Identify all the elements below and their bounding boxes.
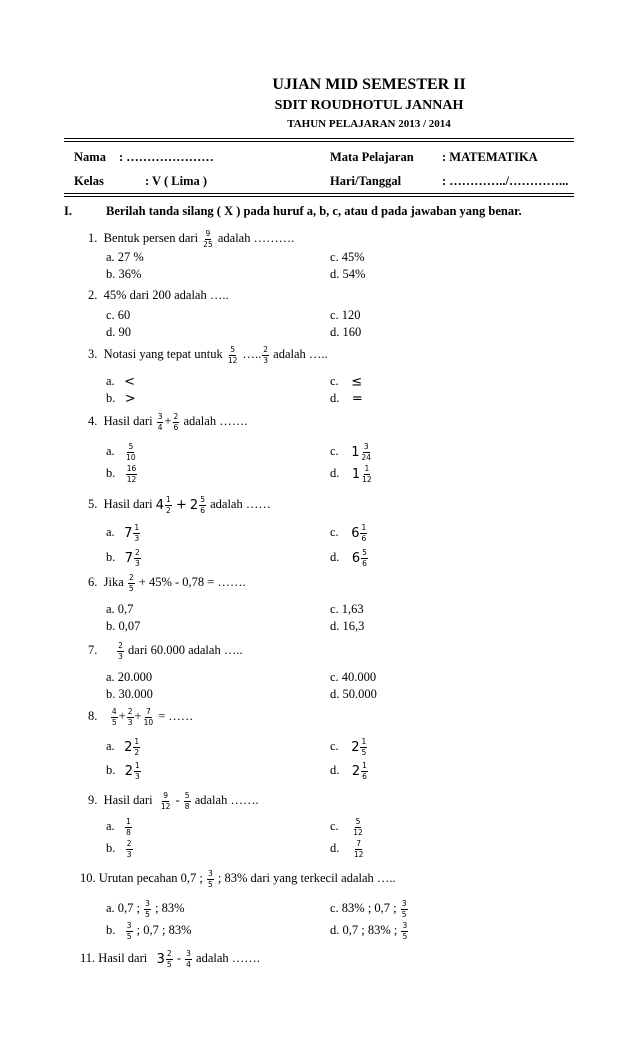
- option-b[interactable]: b. 2 $\frac{1}{3}$: [106, 761, 140, 781]
- fraction: $\frac{2}{3}$: [127, 707, 133, 727]
- section-instruction: Berilah tanda silang ( X ) pada huruf a, b, c, atau d pada jawaban yang benar.: [106, 204, 522, 218]
- option-a[interactable]: a. $\frac{5}{10}$: [106, 442, 136, 462]
- fraction: $\frac{2}{3}$: [118, 641, 123, 661]
- option-c[interactable]: c. 45%: [330, 250, 365, 264]
- option-c[interactable]: c. ≤: [330, 374, 363, 390]
- fraction: $\frac{3}{5}$: [208, 869, 213, 889]
- question-5: [88, 496, 271, 514]
- option-d[interactable]: d. 6 $\frac{5}{6}$: [330, 548, 367, 568]
- option-b[interactable]: b. $\frac{16}{12}$: [106, 464, 137, 484]
- option-d[interactable]: d. 160: [330, 325, 362, 339]
- question-8: [88, 708, 193, 726]
- option-b[interactable]: b. $\frac{2}{3}$: [106, 839, 132, 859]
- header-divider-top-thin: [64, 141, 574, 142]
- question-3: [88, 346, 328, 364]
- question-text-end: ; 83% dari yang terkecil adalah …..: [217, 870, 396, 885]
- fraction: $\frac{9}{12}$: [160, 791, 171, 811]
- option-b[interactable]: b. >: [106, 391, 136, 407]
- question-number: 8.: [88, 708, 98, 723]
- question-text-end: adalah …….: [196, 950, 260, 965]
- operator: -: [175, 792, 180, 807]
- operator: +: [164, 413, 172, 428]
- question-text-end: adalah …….: [194, 792, 259, 807]
- mapel-value: : MATEMATIKA: [442, 150, 538, 164]
- option-c[interactable]: c. 6 $\frac{1}{6}$: [330, 523, 367, 543]
- option-a[interactable]: a. 20.000: [106, 670, 153, 684]
- mixed-number: 2 $\frac{5}{6}$: [189, 495, 205, 515]
- question-text-end: = ……: [158, 708, 194, 723]
- kelas-value: : V ( Lima ): [145, 174, 208, 188]
- fraction: $\frac{2}{6}$: [173, 412, 179, 432]
- question-number: 3.: [88, 346, 98, 361]
- mixed-number: 3 $\frac{2}{5}$: [156, 949, 172, 969]
- question-9: [88, 792, 259, 810]
- header-divider-top: [64, 138, 574, 139]
- option-c[interactable]: c. 83% ; 0,7 ; $\frac{3}{5}$: [330, 899, 407, 919]
- fraction: $\frac{2}{3}$: [263, 345, 269, 365]
- question-number: 1.: [88, 230, 98, 245]
- question-text: Hasil dari: [98, 950, 148, 965]
- question-number: 4.: [88, 413, 98, 428]
- option-b[interactable]: b. 0,07: [106, 619, 141, 633]
- question-7: [88, 642, 243, 660]
- fraction: $\frac{3}{4}$: [186, 949, 191, 969]
- option-a[interactable]: a. $\frac{1}{8}$: [106, 817, 131, 837]
- section-number: I.: [64, 204, 72, 218]
- operator: +: [134, 708, 142, 723]
- option-c[interactable]: c. $\frac{5}{12}$: [330, 817, 363, 837]
- option-c[interactable]: c. 40.000: [330, 670, 377, 684]
- option-b[interactable]: b. 7 $\frac{2}{3}$: [106, 548, 140, 568]
- header-divider-bottom-thin: [64, 196, 574, 197]
- option-a[interactable]: a. 0,7 ; $\frac{3}{5}$ ; 83%: [106, 899, 185, 919]
- question-text: Notasi yang tepat untuk: [103, 346, 223, 361]
- option-c[interactable]: c. 1,63: [330, 602, 364, 616]
- question-6: [88, 574, 246, 592]
- hari-label: Hari/Tanggal: [330, 174, 402, 188]
- question-number: 2.: [88, 288, 98, 302]
- question-text: Bentuk persen dari: [103, 230, 199, 245]
- question-text: Hasil dari: [103, 792, 153, 807]
- question-text: Jika: [103, 574, 124, 589]
- option-d[interactable]: d. 2 $\frac{1}{6}$: [330, 761, 367, 781]
- option-a[interactable]: a. 27 %: [106, 250, 144, 264]
- question-number: 9.: [88, 792, 98, 807]
- question-4: [88, 413, 247, 431]
- question-text: Hasil dari: [103, 496, 153, 511]
- option-a[interactable]: a. 7 $\frac{1}{3}$: [106, 523, 140, 543]
- question-text-end: + 45% - 0,78 = …….: [138, 574, 246, 589]
- header-divider-bottom: [64, 193, 574, 194]
- fraction: $\frac{9}{25}$: [203, 229, 213, 249]
- option-b[interactable]: b. 36%: [106, 267, 142, 281]
- option-d[interactable]: d. 1 $\frac{1}{12}$: [330, 464, 372, 484]
- question-text: dari 60.000 adalah …..: [128, 642, 243, 657]
- fraction: $\frac{7}{10}$: [143, 707, 154, 727]
- question-text-end: adalah ……: [210, 496, 271, 511]
- fraction: $\frac{2}{5}$: [128, 573, 134, 593]
- question-text-end: adalah …….: [183, 413, 248, 428]
- option-b[interactable]: d. 90: [106, 325, 131, 339]
- question-text: Hasil dari: [103, 413, 153, 428]
- question-2: [88, 288, 229, 303]
- kelas-label: Kelas: [74, 174, 104, 188]
- option-d[interactable]: d. =: [330, 391, 363, 407]
- question-text: 45% dari 200 adalah …..: [103, 288, 229, 302]
- question-number: 6.: [88, 574, 98, 589]
- question-text-end: adalah …..: [273, 346, 328, 361]
- operator: +: [118, 708, 126, 723]
- option-d[interactable]: d. 0,7 ; 83% ; $\frac{3}{5}$: [330, 921, 408, 941]
- option-b[interactable]: b. $\frac{3}{5}$ ; 0,7 ; 83%: [106, 921, 192, 941]
- operator: -: [176, 950, 181, 965]
- option-c[interactable]: c. 2 $\frac{1}{5}$: [330, 737, 367, 757]
- question-number: 11.: [80, 950, 96, 965]
- question-number: 7.: [88, 642, 98, 657]
- mixed-number: 4 $\frac{1}{2}$: [155, 495, 171, 515]
- option-a[interactable]: a. 2 $\frac{1}{2}$: [106, 737, 140, 757]
- nama-value: : …………………: [119, 150, 214, 164]
- option-b[interactable]: b. 30.000: [106, 687, 153, 701]
- option-a[interactable]: c. 60: [106, 308, 131, 322]
- fraction: $\frac{3}{4}$: [157, 412, 163, 432]
- operator: +: [175, 497, 187, 513]
- option-d[interactable]: d. 54%: [330, 267, 366, 281]
- academic-year: TAHUN PELAJARAN 2013 / 2014: [287, 118, 451, 130]
- option-c[interactable]: c. 1 $\frac{3}{24}$: [330, 442, 372, 462]
- hari-value: : …………../…………...: [442, 174, 569, 188]
- question-1: [88, 230, 294, 248]
- mapel-label: Mata Pelajaran: [330, 150, 414, 164]
- nama-label: Nama: [74, 150, 106, 164]
- option-d[interactable]: d. $\frac{7}{12}$: [330, 839, 364, 859]
- question-10: [80, 870, 396, 888]
- option-a[interactable]: a. 0,7: [106, 602, 134, 616]
- fraction: $\frac{5}{12}$: [227, 345, 238, 365]
- option-c[interactable]: c. 120: [330, 308, 361, 322]
- school-name: SDIT ROUDHOTUL JANNAH: [274, 98, 464, 113]
- fraction: $\frac{5}{8}$: [184, 791, 190, 811]
- blank: …..: [242, 346, 262, 361]
- fraction: $\frac{4}{5}$: [111, 707, 117, 727]
- question-text: Urutan pecahan 0,7 ;: [98, 870, 203, 885]
- option-a[interactable]: a. <: [106, 374, 135, 390]
- question-number: 10.: [80, 870, 96, 885]
- question-number: 5.: [88, 496, 98, 511]
- question-11: [80, 950, 260, 968]
- option-d[interactable]: d. 50.000: [330, 687, 377, 701]
- option-d[interactable]: d. 16,3: [330, 619, 365, 633]
- question-text-end: adalah ……….: [217, 230, 295, 245]
- exam-title: UJIAN MID SEMESTER II: [272, 76, 466, 93]
